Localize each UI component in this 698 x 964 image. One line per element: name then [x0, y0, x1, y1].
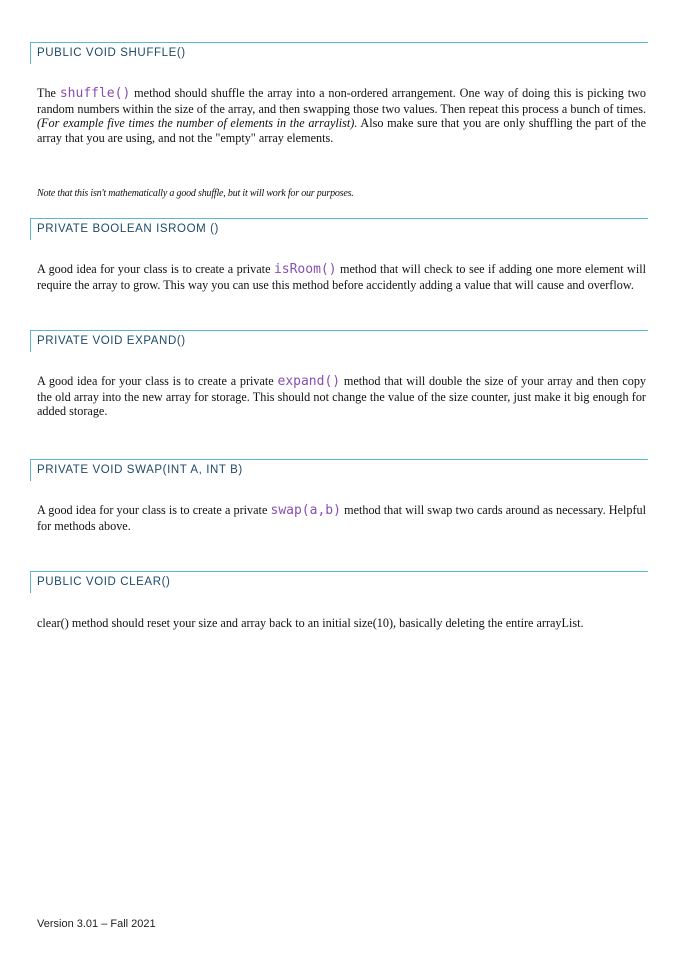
paragraph-expand: [37, 374, 646, 419]
heading-expand: PRIVATE VOID EXPAND(): [30, 330, 648, 352]
text: The: [37, 86, 60, 100]
code-shuffle: shuffle(): [59, 86, 131, 101]
footer-version: Version 3.01 – Fall 2021: [37, 918, 156, 930]
code-swap: swap(a,b): [270, 503, 341, 518]
heading-swap: PRIVATE VOID SWAP(INT A, INT B): [30, 459, 648, 481]
text: method that will double the size of your array and then copy the old array into the new array for storage. This should not change the value of the size counter, just make it big enough for added storage.: [37, 374, 647, 419]
heading-isroom: PRIVATE BOOLEAN ISROOM (): [30, 218, 648, 240]
text: method that will swap two cards around as necessary. Helpful for methods above.: [37, 503, 647, 533]
paragraph-clear: clear() method should reset your size and array back to an initial size(10), basically deleting the entire arrayList.: [37, 616, 584, 630]
heading-shuffle: PUBLIC VOID SHUFFLE(): [30, 42, 648, 64]
text: A good idea for your class is to create a private: [37, 503, 271, 517]
text: Also make sure that you are only shuffling the part of the array that you are using, and not the "empty" array elements.: [37, 116, 646, 145]
code-isroom: isRoom(): [273, 262, 337, 277]
text: method that will check to see if adding one more element will require the array to grow. This way you can use this method before accidently adding a value that will cause and overflow.: [37, 262, 646, 292]
text: A good idea for your class is to create a private: [37, 374, 278, 388]
paragraph-shuffle: [37, 86, 646, 145]
paragraph-swap: [37, 503, 646, 533]
text: A good idea for your class is to create a private: [37, 262, 274, 276]
heading-clear: PUBLIC VOID CLEAR(): [30, 571, 648, 593]
example-text: (For example five times the number of elements in the arraylist).: [37, 116, 358, 131]
note-shuffle: Note that this isn't mathematically a good shuffle, but it will work for our purposes.: [37, 188, 354, 199]
code-expand: expand(): [277, 374, 341, 389]
paragraph-isroom: [37, 262, 646, 292]
text: method should shuffle the array into a non-ordered arrangement. One way of doing this is picking two random numbers within the size of the array, and then swapping those two values. Then repeat this process a bunch of times.: [37, 86, 646, 116]
